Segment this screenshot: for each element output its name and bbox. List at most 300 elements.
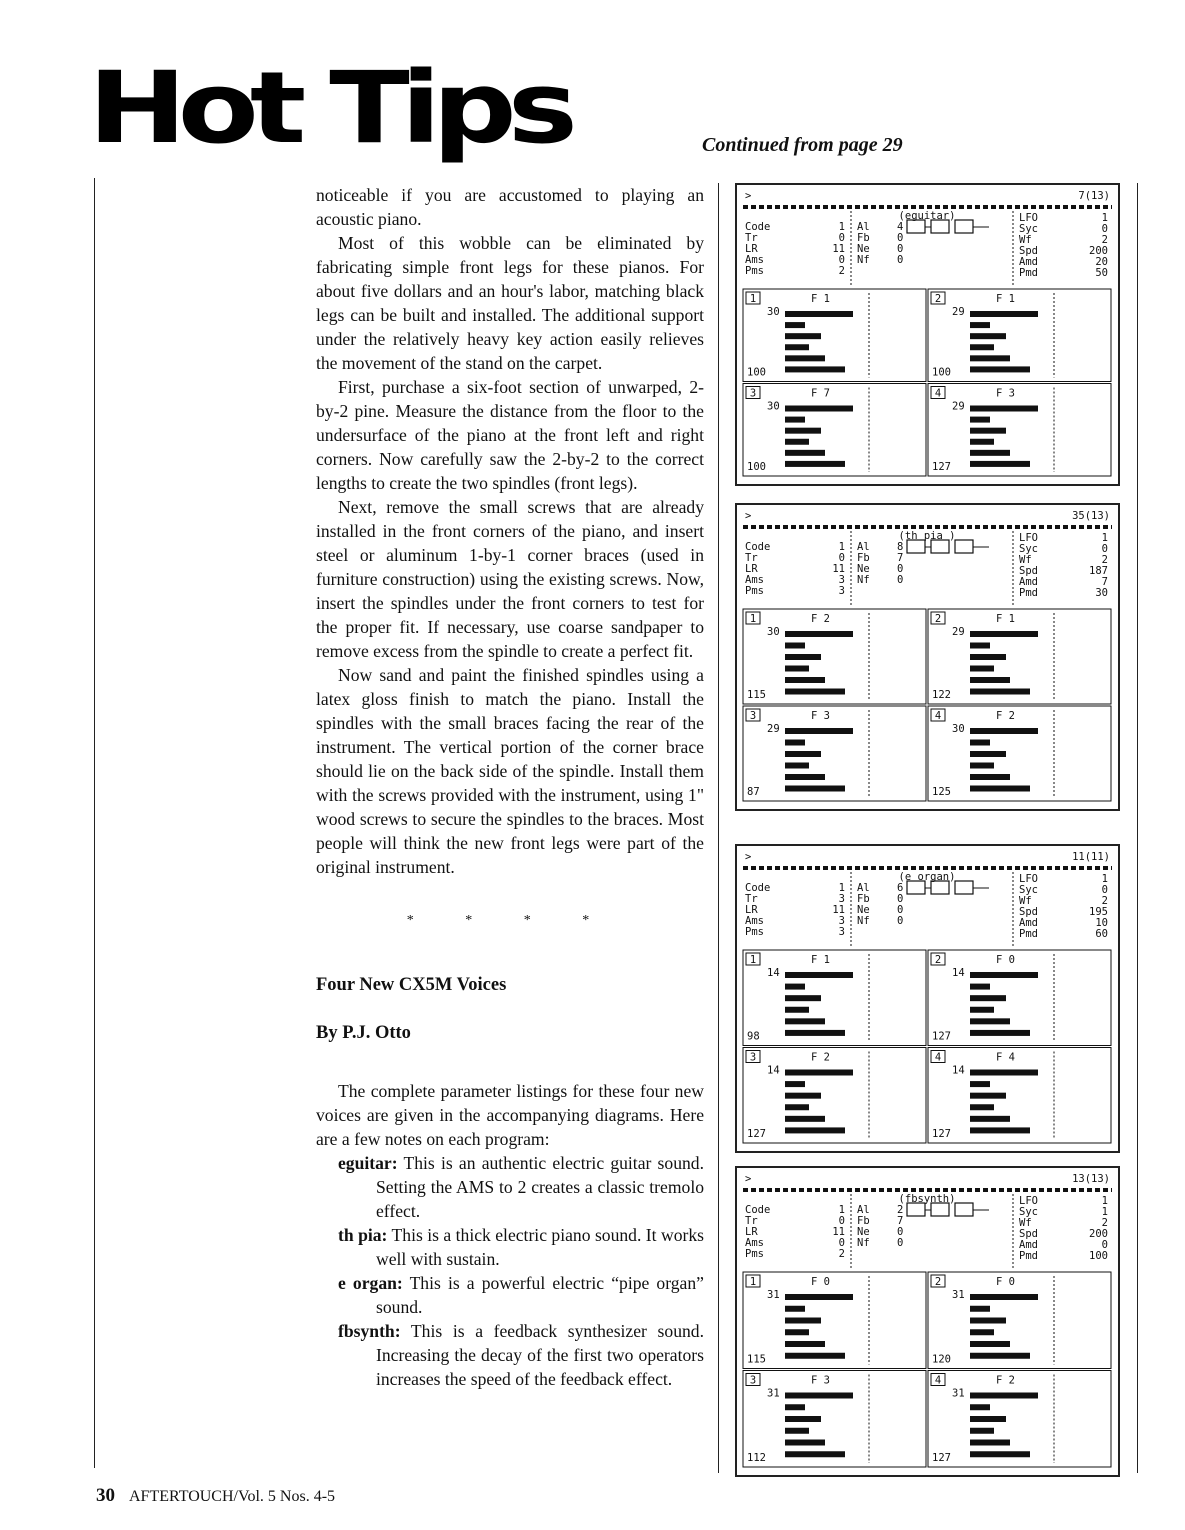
param-value: 2	[838, 1248, 845, 1260]
column-rule-right	[1137, 183, 1138, 1473]
operator-number: 1	[749, 954, 757, 966]
param-label: Ams	[745, 915, 764, 927]
param-value: 11	[832, 904, 845, 916]
alg-label: Al	[857, 221, 870, 233]
envelope-bar	[970, 1018, 1010, 1024]
envelope-bar	[970, 751, 1006, 757]
envelope-bar	[785, 1428, 809, 1434]
envelope-bar	[970, 1393, 1038, 1399]
voice-name-display: (e organ)	[898, 871, 956, 883]
operator-level: 100	[747, 461, 766, 473]
operator-attack: 31	[767, 1387, 780, 1400]
envelope-bar	[970, 322, 990, 328]
operator-frequency: F 2	[811, 1051, 830, 1064]
lfo-label: Wf	[1019, 554, 1032, 566]
operator-attack: 29	[952, 400, 965, 413]
alg-label: Nf	[857, 254, 870, 266]
operator-panel	[928, 1371, 1111, 1468]
operator-panel	[928, 609, 1111, 704]
publication-name: AFTERTOUCH/Vol. 5 Nos. 4-5	[129, 1488, 336, 1505]
lfo-value: 187	[1089, 565, 1108, 577]
page-number: 30	[96, 1485, 115, 1506]
envelope-bar	[785, 428, 821, 434]
operator-attack: 14	[767, 1064, 780, 1077]
operator-level: 127	[932, 461, 951, 473]
envelope-bar	[970, 654, 1006, 660]
alg-value: 7	[897, 1215, 904, 1227]
envelope-bar	[970, 1030, 1030, 1036]
operator-attack: 30	[767, 626, 780, 638]
envelope-bar	[785, 311, 853, 317]
operator-level: 115	[747, 1353, 766, 1366]
param-label: Pms	[745, 265, 764, 277]
operator-level: 115	[747, 689, 766, 701]
param-label: Pms	[745, 1248, 764, 1260]
envelope-bar	[785, 1353, 845, 1359]
envelope-bar	[785, 1116, 825, 1122]
section-separator: * * * *	[406, 913, 614, 928]
alg-label: Ne	[857, 563, 870, 575]
operator-frequency: F 0	[811, 1276, 830, 1288]
envelope-bar	[785, 1018, 825, 1024]
param-value: 3	[838, 926, 845, 938]
param-value: 3	[838, 574, 845, 586]
operator-frequency: F 3	[996, 387, 1015, 400]
envelope-bar	[970, 311, 1038, 317]
envelope-bar	[970, 677, 1010, 683]
voice-desc: This is an authentic electric guitar sound. Setting the AMS to 2 creates a classic tremolo effect.	[376, 1153, 704, 1221]
alg-value: 0	[897, 904, 904, 916]
envelope-bar	[785, 643, 805, 649]
operator-attack: 14	[767, 967, 780, 979]
alg-label: Ne	[857, 243, 870, 255]
alg-label: Fb	[857, 232, 870, 244]
envelope-bar	[785, 786, 845, 792]
envelope-bar	[785, 1318, 821, 1324]
lfo-label: Wf	[1019, 234, 1032, 246]
operator-number: 2	[934, 613, 942, 625]
operator-number: 1	[749, 613, 757, 625]
lfo-label: Syc	[1019, 884, 1038, 896]
param-value: 1	[838, 1204, 845, 1216]
operator-attack: 30	[767, 306, 780, 318]
alg-value: 8	[897, 541, 904, 553]
envelope-bar	[785, 1440, 825, 1446]
voice-list	[316, 1151, 704, 1391]
lfo-label: Spd	[1019, 1228, 1038, 1240]
param-label: LR	[745, 904, 758, 916]
param-label: Pms	[745, 926, 764, 938]
envelope-bar	[970, 355, 1010, 361]
voice-screen-th-pia	[735, 503, 1120, 811]
param-label: Code	[745, 1204, 771, 1216]
operator-number: 1	[749, 1276, 757, 1288]
lfo-value: 7	[1101, 576, 1108, 588]
param-value: 0	[838, 232, 845, 244]
lfo-value: 1	[1101, 1206, 1108, 1218]
operator-number: 4	[934, 1374, 942, 1387]
operator-number: 4	[934, 387, 942, 400]
screen-counter: 7(13)	[1078, 190, 1110, 202]
envelope-bar	[785, 1093, 821, 1099]
envelope-bar	[970, 1329, 994, 1335]
operator-frequency: F 0	[996, 954, 1015, 966]
voice-name-display: (th pia )	[898, 530, 956, 542]
lfo-label: Amd	[1019, 576, 1038, 588]
envelope-bar	[785, 740, 805, 746]
voice-name: fbsynth:	[338, 1321, 401, 1341]
operator-number: 4	[934, 710, 942, 722]
voice-desc: This is a powerful electric “pipe organ” sound.	[376, 1273, 704, 1317]
alg-value: 0	[897, 243, 904, 255]
alg-value: 4	[897, 221, 904, 233]
operator-frequency: F 2	[996, 1374, 1015, 1387]
envelope-bar	[970, 763, 994, 769]
operator-panel	[743, 609, 926, 704]
screen-prompt: >	[745, 190, 752, 202]
envelope-bar	[785, 972, 853, 978]
byline: By P.J. Otto	[316, 1023, 411, 1043]
operator-level: 112	[747, 1452, 766, 1464]
operator-level: 127	[932, 1128, 951, 1140]
voice-screen-svg	[737, 1168, 1118, 1475]
envelope-bar	[785, 1341, 825, 1347]
envelope-bar	[785, 461, 845, 467]
alg-value: 0	[897, 563, 904, 575]
envelope-bar	[970, 344, 994, 350]
operator-panel	[743, 384, 926, 477]
envelope-bar	[970, 439, 994, 445]
envelope-bar	[970, 666, 994, 672]
operator-panel	[928, 289, 1111, 382]
envelope-bar	[785, 689, 845, 695]
operator-number: 4	[934, 1051, 942, 1064]
lfo-value: 200	[1089, 1228, 1108, 1240]
operator-frequency: F 2	[996, 710, 1015, 722]
envelope-bar	[785, 355, 825, 361]
operator-attack: 31	[952, 1387, 965, 1400]
article-column	[316, 183, 704, 1391]
operator-panel	[928, 1048, 1111, 1144]
envelope-bar	[970, 1007, 994, 1013]
operator-frequency: F 3	[811, 710, 830, 722]
envelope-bar	[785, 1451, 845, 1457]
voice-screen-fbsynth	[735, 1166, 1120, 1477]
lfo-value: 0	[1101, 884, 1108, 896]
envelope-bar	[970, 333, 1006, 339]
param-value: 3	[838, 893, 845, 905]
operator-frequency: F 2	[811, 613, 830, 625]
envelope-bar	[785, 1081, 805, 1087]
operator-level: 125	[932, 786, 951, 798]
lfo-label: Amd	[1019, 917, 1038, 929]
column-rule-middle	[718, 183, 719, 1473]
envelope-bar	[970, 728, 1038, 734]
envelope-bar	[785, 1104, 809, 1110]
param-value: 0	[838, 1237, 845, 1249]
operator-level: 127	[932, 1030, 951, 1043]
operator-attack: 29	[952, 626, 965, 638]
column-rule-left	[94, 178, 95, 1468]
envelope-bar	[785, 763, 809, 769]
envelope-bar	[785, 1404, 805, 1410]
operator-attack: 30	[767, 400, 780, 413]
envelope-bar	[970, 1440, 1010, 1446]
param-label: Code	[745, 882, 771, 894]
alg-label: Nf	[857, 574, 870, 586]
envelope-bar	[970, 740, 990, 746]
operator-panel	[743, 706, 926, 801]
envelope-bar	[785, 774, 825, 780]
voice-name: e organ:	[338, 1273, 403, 1293]
operator-frequency: F 1	[996, 613, 1015, 625]
paragraph: Now sand and paint the finished spindles using a latex gloss finish to match the piano. Install the spindles with the small braces facing the rear of the instrument. The vertical portion of the corner brace should lie on the back side of the spindle. Install them with the screws provided with the instrument, using 1" wood screws to secure the spindles to the braces. Most people will think the new front legs were part of the original instrument.	[316, 665, 704, 877]
operator-attack: 31	[952, 1289, 965, 1301]
lfo-value: 195	[1089, 906, 1108, 918]
voice-name: th pia:	[338, 1225, 388, 1245]
envelope-bar	[785, 1329, 809, 1335]
envelope-bar	[785, 995, 821, 1001]
operator-box	[955, 881, 973, 894]
lfo-value: 20	[1095, 256, 1108, 268]
envelope-bar	[785, 1070, 853, 1076]
lfo-label: Amd	[1019, 1239, 1038, 1251]
alg-label: Al	[857, 541, 870, 553]
param-value: 0	[838, 254, 845, 266]
lfo-value: 2	[1101, 234, 1108, 246]
envelope-bar	[970, 995, 1006, 1001]
envelope-bar	[785, 654, 821, 660]
envelope-bar	[785, 333, 821, 339]
operator-panel	[743, 289, 926, 382]
voice-desc: This is a feedback synthesizer sound. Increasing the decay of the first two operators increases the speed of the feedback effect.	[376, 1321, 704, 1389]
envelope-bar	[785, 1393, 853, 1399]
lfo-value: 0	[1101, 543, 1108, 555]
lfo-label: Pmd	[1019, 267, 1038, 279]
operator-frequency: F 1	[811, 293, 830, 305]
operator-number: 2	[934, 954, 942, 966]
param-label: LR	[745, 563, 758, 575]
param-value: 1	[838, 221, 845, 233]
voice-desc: This is a thick electric piano sound. It works well with sustain.	[376, 1225, 704, 1269]
operator-level: 127	[932, 1452, 951, 1464]
voice-screen-svg	[737, 846, 1118, 1151]
voice-name-display: (eguitar)	[898, 210, 956, 222]
envelope-bar	[970, 1294, 1038, 1300]
envelope-bar	[970, 1341, 1010, 1347]
lfo-value: 1	[1101, 1195, 1108, 1207]
lfo-value: 200	[1089, 245, 1108, 257]
envelope-bar	[970, 406, 1038, 412]
lfo-value: 0	[1101, 223, 1108, 235]
paragraph: Most of this wobble can be eliminated by fabricating simple front legs for these pianos. For about five dollars and an hour's labor, matching black legs can be built and installed. The additional support under the relatively heavy key action easily relieves the movement of the stand on the carpet.	[316, 233, 704, 373]
envelope-bar	[970, 461, 1030, 467]
paragraph: noticeable if you are accustomed to playing an acoustic piano.	[316, 185, 704, 229]
operator-level: 127	[747, 1128, 766, 1140]
operator-panel	[928, 950, 1111, 1046]
operator-level: 98	[747, 1030, 760, 1043]
alg-value: 7	[897, 552, 904, 564]
envelope-bar	[785, 1007, 809, 1013]
param-label: LR	[745, 1226, 758, 1238]
param-label: Ams	[745, 1237, 764, 1249]
param-label: Code	[745, 541, 771, 553]
envelope-bar	[785, 417, 805, 423]
page-footer	[96, 1485, 335, 1507]
lfo-label: Pmd	[1019, 587, 1038, 599]
operator-attack: 29	[767, 723, 780, 735]
envelope-bar	[785, 728, 853, 734]
param-label: Pms	[745, 585, 764, 597]
alg-value: 0	[897, 893, 904, 905]
lfo-label: Spd	[1019, 906, 1038, 918]
lfo-value: 1	[1101, 212, 1108, 224]
paragraph: First, purchase a six-foot section of unwarped, 2-by-2 pine. Measure the distance from the floor to the undersurface of the piano at the front left and right corners. Now carefully saw the 2-by-2 to the correct lengths to create the two spindles (front legs).	[316, 377, 704, 493]
operator-number: 3	[749, 1374, 757, 1387]
envelope-bar	[785, 406, 853, 412]
alg-value: 6	[897, 882, 904, 894]
lfo-value: 0	[1101, 1239, 1108, 1251]
paragraph: Next, remove the small screws that are already installed in the front corners of the piano, and insert steel or aluminum 1-by-1 corner braces (used in furniture construction) using the existing screws. Now, insert the spindles under the front corners to test for the proper fit. If necessary, use coarse sandpaper to remove excess from the spindle to create a perfect fit.	[316, 497, 704, 661]
param-value: 0	[838, 552, 845, 564]
voice-screen-eguitar	[735, 183, 1120, 486]
operator-panel	[743, 1048, 926, 1144]
lfo-value: 50	[1095, 267, 1108, 279]
operator-level: 122	[932, 689, 951, 701]
envelope-bar	[970, 1318, 1006, 1324]
envelope-bar	[785, 984, 805, 990]
param-value: 2	[838, 265, 845, 277]
envelope-bar	[785, 450, 825, 456]
lfo-value: 1	[1101, 532, 1108, 544]
operator-frequency: F 3	[811, 1374, 830, 1387]
param-label: Tr	[745, 552, 758, 564]
envelope-bar	[970, 1081, 990, 1087]
operator-box	[955, 540, 973, 553]
envelope-bar	[785, 1294, 853, 1300]
operator-number: 3	[749, 710, 757, 722]
lfo-label: Spd	[1019, 565, 1038, 577]
voice-note	[338, 1151, 704, 1223]
alg-label: Al	[857, 1204, 870, 1216]
operator-attack: 14	[952, 1064, 965, 1077]
alg-value: 0	[897, 1237, 904, 1249]
operator-number: 3	[749, 387, 757, 400]
lfo-label: Pmd	[1019, 1250, 1038, 1262]
param-value: 3	[838, 585, 845, 597]
screen-counter: 13(13)	[1072, 1173, 1110, 1185]
envelope-bar	[785, 631, 853, 637]
envelope-bar	[785, 666, 809, 672]
envelope-bar	[970, 689, 1030, 695]
operator-attack: 14	[952, 967, 965, 979]
alg-label: Fb	[857, 1215, 870, 1227]
operator-panel	[928, 706, 1111, 801]
operator-attack: 30	[952, 723, 965, 735]
alg-label: Ne	[857, 1226, 870, 1238]
lfo-label: LFO	[1019, 532, 1038, 544]
envelope-bar	[785, 366, 845, 372]
lfo-value: 100	[1089, 1250, 1108, 1262]
envelope-bar	[970, 417, 990, 423]
lfo-value: 30	[1095, 587, 1108, 599]
operator-frequency: F 0	[996, 1276, 1015, 1288]
operator-panel	[928, 384, 1111, 477]
screen-counter: 35(13)	[1072, 510, 1110, 522]
envelope-bar	[970, 1070, 1038, 1076]
screen-counter: 11(11)	[1072, 851, 1110, 863]
lfo-label: Syc	[1019, 1206, 1038, 1218]
envelope-bar	[785, 1127, 845, 1133]
alg-value: 0	[897, 915, 904, 927]
alg-label: Ne	[857, 904, 870, 916]
envelope-bar	[970, 1353, 1030, 1359]
section-intro: The complete parameter listings for these four new voices are given in the accompanying diagrams. Here are a few notes on each program:	[316, 1081, 704, 1149]
lfo-value: 2	[1101, 554, 1108, 566]
voice-screen-svg	[737, 505, 1118, 809]
masthead-title: Hot Tips	[88, 49, 569, 166]
lfo-value: 60	[1095, 928, 1108, 940]
operator-number: 1	[749, 293, 757, 305]
envelope-bar	[785, 322, 805, 328]
param-value: 3	[838, 915, 845, 927]
param-label: LR	[745, 243, 758, 255]
envelope-bar	[970, 631, 1038, 637]
envelope-bar	[785, 1306, 805, 1312]
param-value: 0	[838, 1215, 845, 1227]
alg-value: 2	[897, 1204, 904, 1216]
operator-panel	[743, 1272, 926, 1369]
envelope-bar	[970, 1127, 1030, 1133]
param-value: 11	[832, 563, 845, 575]
operator-box	[955, 1203, 973, 1216]
lfo-label: LFO	[1019, 212, 1038, 224]
envelope-bar	[970, 1416, 1006, 1422]
alg-value: 0	[897, 254, 904, 266]
lfo-label: Wf	[1019, 895, 1032, 907]
operator-box	[955, 220, 973, 233]
lfo-value: 1	[1101, 873, 1108, 885]
operator-level: 120	[932, 1353, 951, 1366]
param-label: Tr	[745, 232, 758, 244]
envelope-bar	[970, 428, 1006, 434]
operator-frequency: F 1	[996, 293, 1015, 305]
screen-prompt: >	[745, 1173, 752, 1185]
envelope-bar	[970, 1104, 994, 1110]
operator-frequency: F 1	[811, 954, 830, 966]
operator-frequency: F 4	[996, 1051, 1015, 1064]
alg-value: 0	[897, 1226, 904, 1238]
param-value: 1	[838, 541, 845, 553]
lfo-label: Amd	[1019, 256, 1038, 268]
param-value: 11	[832, 1226, 845, 1238]
operator-number: 2	[934, 1276, 942, 1288]
param-label: Tr	[745, 1215, 758, 1227]
envelope-bar	[970, 643, 990, 649]
alg-label: Nf	[857, 1237, 870, 1249]
envelope-bar	[785, 344, 809, 350]
lfo-label: Wf	[1019, 1217, 1032, 1229]
operator-panel	[743, 950, 926, 1046]
operator-number: 3	[749, 1051, 757, 1064]
alg-value: 0	[897, 232, 904, 244]
operator-number: 2	[934, 293, 942, 305]
envelope-bar	[785, 1030, 845, 1036]
section-heading: Four New CX5M Voices	[316, 975, 507, 995]
envelope-bar	[970, 1428, 994, 1434]
alg-label: Nf	[857, 915, 870, 927]
operator-attack: 29	[952, 306, 965, 318]
